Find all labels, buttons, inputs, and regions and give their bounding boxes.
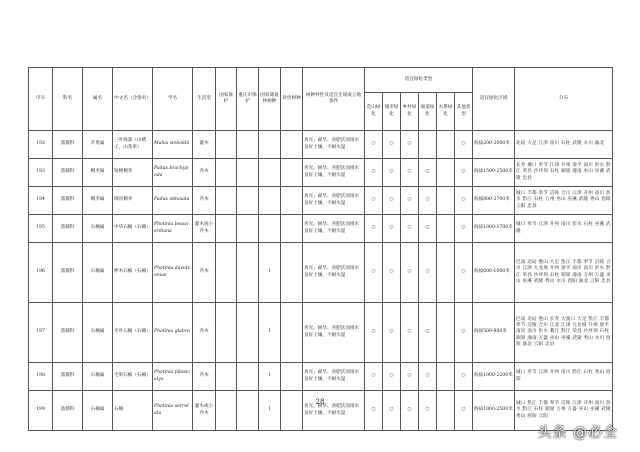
header-type-urban: 城市绿化: [383, 93, 401, 131]
table-row: [29, 215, 613, 243]
row-type-mark: [437, 391, 455, 431]
row-distribution: 城口 丰都 奉节 涪陵 合川 江津 开州 南川 彭水 黔江 石柱 万州 巫山 巫溪 武隆 秀山 酉阳 云阳 忠县: [515, 187, 613, 215]
row-type-mark: ○: [365, 363, 383, 391]
row-type-mark: [437, 303, 455, 363]
row-type-mark: ○: [419, 391, 437, 431]
row-type-mark: ○: [419, 159, 437, 187]
header-traits: 树种特性及适宜生境或立地条件: [303, 68, 365, 131]
row-chongqing-protection: [237, 159, 259, 187]
row-type-mark: ○: [419, 243, 437, 303]
row-region: 海拔1000-2500米: [473, 391, 515, 431]
row-region: 海拔1000-2200米: [473, 363, 515, 391]
row-chinese-name: 细齿稠李: [113, 187, 153, 215]
row-chinese-name: 三叶海棠（山楂子，山茶果）: [113, 131, 153, 159]
row-type-mark: ○: [419, 303, 437, 363]
table-row: [29, 187, 613, 215]
row-type-mark: [437, 215, 455, 243]
row-distribution: 长寿 城口 奉节 江津 开州 梁平 南川 彭水 黔江 荣昌 沙坪坝 石柱 铜梁 潼南 巫山 巫溪 武隆 忠县: [515, 159, 613, 187]
row-chinese-name: 椤木石楠（石楠）: [113, 243, 153, 303]
row-traits: 喜光、耐旱、喜肥沃而排水良好土壤，不耐水湿: [303, 243, 365, 303]
row-life-form: 乔木: [193, 303, 216, 363]
row-national-protection: [216, 159, 237, 187]
row-national-protection: [216, 131, 237, 159]
row-type-mark: ○: [401, 131, 419, 159]
row-type-mark: ○: [383, 215, 401, 243]
row-reserve-forest: I: [259, 243, 281, 303]
row-scientific-name: Photinia glabra: [153, 303, 193, 363]
watermark: 头条 @必全: [537, 425, 618, 441]
row-scientific-name: Photinia pilosicalyx: [153, 363, 193, 391]
row-seq: 192: [29, 131, 53, 159]
row-rare-species: [281, 391, 303, 431]
row-type-mark: [437, 131, 455, 159]
row-type-mark: ○: [401, 243, 419, 303]
row-type-mark: ○: [365, 187, 383, 215]
row-type-mark: ○: [383, 131, 401, 159]
row-type-mark: ○: [401, 159, 419, 187]
row-type-mark: ○: [383, 363, 401, 391]
row-region: 海拔1500-2500米: [473, 159, 515, 187]
row-type-mark: ○: [365, 303, 383, 363]
row-type-mark: ○: [383, 243, 401, 303]
row-life-form: 乔木: [193, 187, 216, 215]
row-reserve-forest: [259, 187, 281, 215]
row-chinese-name: 毛果石楠（石楠）: [113, 363, 153, 391]
header-row: [29, 68, 613, 93]
row-type-mark: ○: [419, 363, 437, 391]
row-traits: 喜光、耐旱、喜肥沃而排水良好土壤，不耐水湿: [303, 303, 365, 363]
row-scientific-name: Padus brachypoda: [153, 159, 193, 187]
header-national-protection: 国家保护: [216, 68, 237, 131]
header-family: 科名: [53, 68, 83, 131]
row-type-mark: ○: [455, 391, 473, 431]
header-suitable-types: 适宜绿化类型: [365, 68, 473, 93]
header-scientific-name: 学名: [153, 68, 193, 131]
row-chinese-name: 光叶石楠（石楠）: [113, 303, 153, 363]
row-seq: 196: [29, 243, 53, 303]
row-family: 蔷薇科: [53, 303, 83, 363]
table-row: [29, 243, 613, 303]
table-row: [29, 391, 613, 431]
header-chinese-name: 中文名（含俗名）: [113, 68, 153, 131]
header-genus: 属名: [83, 68, 113, 131]
row-type-mark: ○: [455, 243, 473, 303]
row-type-mark: ○: [365, 215, 383, 243]
row-genus: 稠李属: [83, 159, 113, 187]
row-chongqing-protection: [237, 131, 259, 159]
row-seq: 193: [29, 159, 53, 187]
row-traits: 喜光、耐旱、喜肥沃而排水良好土壤，不耐水湿: [303, 187, 365, 215]
row-national-protection: [216, 303, 237, 363]
row-seq: 194: [29, 187, 53, 215]
row-distribution: 城口 垫江 丰都 奉节 涪陵 江津 开州 南川 彭水 黔江 石柱 铜梁 万州 万盛 巫山 巫溪 武隆 秀山 酉阳 云阳: [515, 391, 613, 431]
row-distribution: 城口 奉节 江津 开州 南川 彭水 石柱 巫溪 武隆: [515, 215, 613, 243]
row-family: 蔷薇科: [53, 391, 83, 431]
row-national-protection: [216, 187, 237, 215]
row-genus: 石楠属: [83, 243, 113, 303]
row-type-mark: [437, 243, 455, 303]
table-row: [29, 131, 613, 159]
row-chongqing-protection: [237, 303, 259, 363]
row-type-mark: ○: [455, 187, 473, 215]
header-type-barren: 荒山绿化: [365, 93, 383, 131]
row-family: 蔷薇科: [53, 131, 83, 159]
row-seq: 198: [29, 363, 53, 391]
row-chongqing-protection: [237, 391, 259, 431]
table-row: [29, 159, 613, 187]
row-type-mark: ○: [401, 215, 419, 243]
row-genus: 石楠属: [83, 363, 113, 391]
row-national-protection: [216, 243, 237, 303]
row-life-form: 灌木或小乔木: [193, 391, 216, 431]
row-reserve-forest: [259, 131, 281, 159]
row-family: 蔷薇科: [53, 363, 83, 391]
header-type-other: 其他类型: [455, 93, 473, 131]
row-family: 蔷薇科: [53, 243, 83, 303]
row-rare-species: [281, 363, 303, 391]
row-type-mark: [437, 363, 455, 391]
row-type-mark: [437, 159, 455, 187]
row-scientific-name: Padus obtusata: [153, 187, 193, 215]
row-rare-species: [281, 159, 303, 187]
row-type-mark: [419, 131, 437, 159]
header-type-water: 水系绿化: [437, 93, 455, 131]
row-distribution: 北碚 大足 江津 南川 石柱 武隆 永川 渝北: [515, 131, 613, 159]
row-type-mark: ○: [455, 131, 473, 159]
row-traits: 喜光、耐旱、喜肥沃而排水良好土壤，不耐水湿: [303, 391, 365, 431]
header-distribution: 分布: [515, 68, 613, 131]
row-type-mark: ○: [383, 303, 401, 363]
row-type-mark: ○: [455, 159, 473, 187]
row-type-mark: ○: [383, 187, 401, 215]
row-type-mark: ○: [401, 187, 419, 215]
row-reserve-forest: I: [259, 303, 281, 363]
row-region: 海拔1000-1700米: [473, 215, 515, 243]
row-traits: 喜光、耐旱、喜肥沃而排水良好土壤，不耐水湿: [303, 215, 365, 243]
row-genus: 石楠属: [83, 215, 113, 243]
row-reserve-forest: [259, 215, 281, 243]
header-life-form: 生活型: [193, 68, 216, 131]
row-chinese-name: 中华石楠（石楠）: [113, 215, 153, 243]
row-type-mark: ○: [455, 215, 473, 243]
row-life-form: 乔木: [193, 159, 216, 187]
row-reserve-forest: I: [259, 363, 281, 391]
row-national-protection: [216, 215, 237, 243]
header-type-rural: 乡村绿化: [401, 93, 419, 131]
row-type-mark: ○: [383, 159, 401, 187]
row-traits: 喜光、耐旱、喜肥沃而排水良好土壤，不耐水湿: [303, 363, 365, 391]
row-life-form: 乔木: [193, 363, 216, 391]
row-rare-species: [281, 131, 303, 159]
row-genus: 稠李属: [83, 187, 113, 215]
table-row: [29, 303, 613, 363]
header-seq: 序号: [29, 68, 53, 131]
species-table: [28, 67, 613, 431]
row-family: 蔷薇科: [53, 159, 83, 187]
row-family: 蔷薇科: [53, 215, 83, 243]
row-chinese-name: 短梗稠李: [113, 159, 153, 187]
row-distribution: 巴南 北碚 璧山 长寿 大渡口 大足 垫江 丰都 奉节 涪陵 合川 江北 江津 九龙坡 开州 梁平 南岸 南川 彭水 綦江 黔江 荣昌 沙坪坝 石柱 铜梁 潼南 万盛 巫山 巫溪 武隆 秀山 永川 酉阳 渝北 云阳 忠县: [515, 303, 613, 363]
row-genus: 石楠属: [83, 303, 113, 363]
row-distribution: 城口 奉节 江津 开州 南川 黔江 石柱 秀山 酉阳: [515, 363, 613, 391]
row-region: 海拔200-2000米: [473, 131, 515, 159]
row-type-mark: ○: [401, 391, 419, 431]
table-row: [29, 363, 613, 391]
row-national-protection: [216, 391, 237, 431]
row-life-form: 灌木: [193, 131, 216, 159]
row-chongqing-protection: [237, 363, 259, 391]
row-seq: 197: [29, 303, 53, 363]
row-genus: 苹果属: [83, 131, 113, 159]
row-distribution: 巴南 北碚 璧山 大足 垫江 丰都 奉节 涪陵 合川 江津 九龙坡 开州 梁平 南岸 南川 彭水 黔江 荣昌 沙坪坝 石柱 铜梁 潼南 万州 万盛 巫山 巫溪 武隆 秀山 永川 酉阳 渝北 云阳 忠县: [515, 243, 613, 303]
row-type-mark: [437, 187, 455, 215]
row-scientific-name: Photinia davidsoniae: [153, 243, 193, 303]
header-reserve-forest: 国家储备林树种: [259, 68, 281, 131]
row-type-mark: ○: [401, 303, 419, 363]
header-rare-species: 珍贵树种: [281, 68, 303, 131]
row-seq: 195: [29, 215, 53, 243]
row-chinese-name: 石楠: [113, 391, 153, 431]
row-rare-species: [281, 215, 303, 243]
row-scientific-name: Photinia beauverdiana: [153, 215, 193, 243]
header-chongqing-protection: 重庆市保护: [237, 68, 259, 131]
row-genus: 石楠属: [83, 391, 113, 431]
row-type-mark: ○: [365, 391, 383, 431]
row-reserve-forest: I: [259, 391, 281, 431]
row-type-mark: ○: [401, 363, 419, 391]
row-type-mark: ○: [419, 215, 437, 243]
row-scientific-name: Photinia serrulata: [153, 391, 193, 431]
row-seq: 199: [29, 391, 53, 431]
row-rare-species: [281, 187, 303, 215]
row-region: 海拔600-1000米: [473, 243, 515, 303]
header-region: 适宜绿化区域: [473, 68, 515, 131]
row-type-mark: ○: [455, 363, 473, 391]
row-traits: 喜光、耐旱、喜肥沃而排水良好土壤，不耐水湿: [303, 131, 365, 159]
row-type-mark: ○: [455, 303, 473, 363]
row-type-mark: ○: [365, 131, 383, 159]
row-traits: 喜光、耐旱、喜肥沃而排水良好土壤，不耐水湿: [303, 159, 365, 187]
row-type-mark: ○: [383, 391, 401, 431]
row-national-protection: [216, 363, 237, 391]
header-type-corridor: 通道绿化: [419, 93, 437, 131]
row-life-form: 乔木: [193, 243, 216, 303]
row-reserve-forest: [259, 159, 281, 187]
row-region: 海拔800-2700米: [473, 187, 515, 215]
row-chongqing-protection: [237, 187, 259, 215]
row-scientific-name: Malus sieboldii: [153, 131, 193, 159]
row-type-mark: ○: [365, 243, 383, 303]
row-type-mark: ○: [365, 159, 383, 187]
row-family: 蔷薇科: [53, 187, 83, 215]
row-rare-species: [281, 303, 303, 363]
row-chongqing-protection: [237, 215, 259, 243]
row-rare-species: [281, 243, 303, 303]
page-number: 28: [315, 398, 325, 406]
row-region: 海拔500-800米: [473, 303, 515, 363]
row-life-form: 灌木或小乔木: [193, 215, 216, 243]
row-chongqing-protection: [237, 243, 259, 303]
row-type-mark: ○: [419, 187, 437, 215]
